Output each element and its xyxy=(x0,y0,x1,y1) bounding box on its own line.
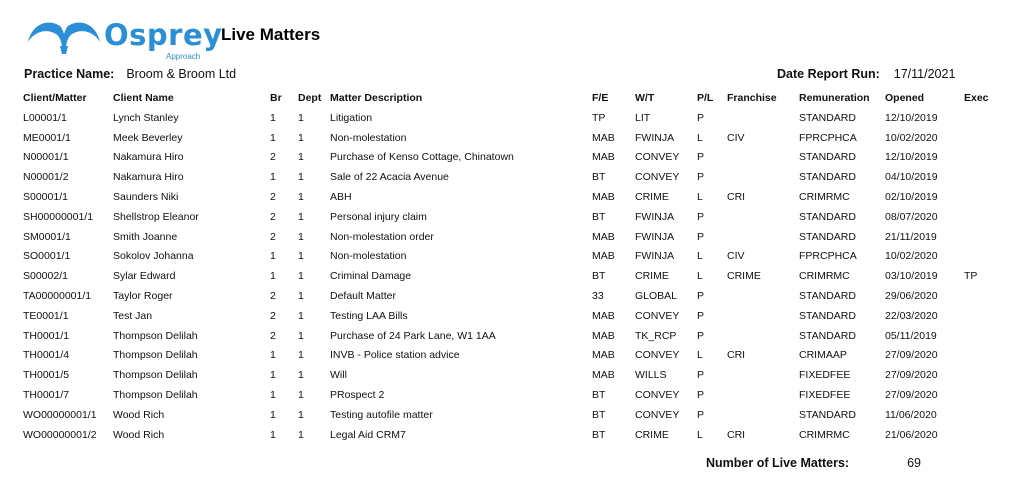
cell-pl: P xyxy=(697,329,705,342)
cell-remuneration: STANDARD xyxy=(799,408,856,421)
cell-work-type: LIT xyxy=(635,111,651,124)
cell-exec xyxy=(959,365,1008,385)
cell-fee-earner: MAB xyxy=(592,369,615,382)
cell-dept: 1 xyxy=(298,389,304,402)
cell-fee-earner: BT xyxy=(592,389,606,402)
header-dept: Dept xyxy=(298,92,322,104)
cell-dept: 1 xyxy=(298,329,304,342)
cell-client-matter: SM0001/1 xyxy=(23,230,71,243)
cell-client-name: Nakamura Hiro xyxy=(113,171,184,184)
cell-client-matter: SO0001/1 xyxy=(23,250,71,263)
cell-client-name: Shellstrop Eleanor xyxy=(113,210,199,223)
cell-branch: 1 xyxy=(270,250,276,263)
cell-client-matter: TH0001/5 xyxy=(23,369,70,382)
header-client-name: Client Name xyxy=(113,92,174,104)
cell-branch: 2 xyxy=(270,230,276,243)
cell-branch: 2 xyxy=(270,309,276,322)
cell-matter-description: Legal Aid CRM7 xyxy=(330,428,406,441)
cell-branch: 2 xyxy=(270,151,276,164)
cell-franchise xyxy=(722,405,794,425)
cell-client-matter: SH00000001/1 xyxy=(23,210,94,223)
header-matter-description: Matter Description xyxy=(330,92,423,104)
cell-remuneration: CRIMRMC xyxy=(799,428,850,441)
cell-pl: L xyxy=(697,131,703,144)
date-report-run xyxy=(777,67,955,81)
cell-opened: 02/10/2019 xyxy=(885,191,938,204)
cell-client-name: Lynch Stanley xyxy=(113,111,179,124)
cell-matter-description: Non-molestation xyxy=(330,131,407,144)
cell-remuneration: STANDARD xyxy=(799,230,856,243)
cell-work-type: CONVEY xyxy=(635,349,680,362)
table-row xyxy=(18,148,1008,168)
cell-client-name: Thompson Delilah xyxy=(113,369,198,382)
table-row xyxy=(18,385,1008,405)
cell-exec: TP xyxy=(964,270,978,283)
cell-matter-description: Purchase of Kenso Cottage, Chinatown xyxy=(330,151,514,164)
cell-work-type: FWINJA xyxy=(635,210,675,223)
cell-fee-earner: 33 xyxy=(592,290,604,303)
header-exec: Exec xyxy=(964,92,989,104)
cell-dept: 1 xyxy=(298,270,304,283)
cell-fee-earner: MAB xyxy=(592,191,615,204)
cell-remuneration: STANDARD xyxy=(799,309,856,322)
table-row xyxy=(18,247,1008,267)
cell-opened: 10/02/2020 xyxy=(885,131,938,144)
cell-branch: 1 xyxy=(270,428,276,441)
cell-matter-description: Non-molestation order xyxy=(330,230,434,243)
cell-exec xyxy=(959,167,1008,187)
cell-pl: P xyxy=(697,210,705,223)
cell-dept: 1 xyxy=(298,428,304,441)
cell-remuneration: STANDARD xyxy=(799,171,856,184)
cell-branch: 1 xyxy=(270,408,276,421)
cell-matter-description: Testing autofile matter xyxy=(330,408,433,421)
cell-franchise xyxy=(722,148,794,168)
cell-client-name: Sokolov Johanna xyxy=(113,250,194,263)
cell-franchise xyxy=(722,286,794,306)
cell-client-name: Thompson Delilah xyxy=(113,349,198,362)
cell-work-type: FWINJA xyxy=(635,230,675,243)
cell-work-type: FWINJA xyxy=(635,131,675,144)
cell-client-name: Wood Rich xyxy=(113,428,165,441)
cell-exec xyxy=(959,108,1008,128)
cell-matter-description: Testing LAA Bills xyxy=(330,309,408,322)
header-remuneration: Remuneration xyxy=(799,92,870,104)
date-report-run-value: 17/11/2021 xyxy=(893,67,956,81)
cell-exec xyxy=(959,286,1008,306)
cell-remuneration: FPRCPHCA xyxy=(799,250,857,263)
cell-pl: P xyxy=(697,408,705,421)
osprey-logo xyxy=(26,14,223,62)
logo-tagline: Approach xyxy=(166,52,201,61)
cell-franchise xyxy=(722,207,794,227)
cell-opened: 03/10/2019 xyxy=(885,270,938,283)
cell-client-matter: TH0001/7 xyxy=(23,389,70,402)
cell-franchise xyxy=(722,108,794,128)
cell-exec xyxy=(959,425,1008,445)
cell-client-matter: N00001/2 xyxy=(23,171,69,184)
cell-pl: L xyxy=(697,349,703,362)
cell-dept: 1 xyxy=(298,210,304,223)
cell-client-name: Thompson Delilah xyxy=(113,389,198,402)
cell-matter-description: Criminal Damage xyxy=(330,270,412,283)
table-row xyxy=(18,346,1008,366)
header-pl: P/L xyxy=(697,92,714,104)
cell-franchise: CRIME xyxy=(727,270,761,283)
cell-branch: 2 xyxy=(270,210,276,223)
cell-branch: 2 xyxy=(270,290,276,303)
cell-franchise xyxy=(722,326,794,346)
cell-client-matter: N00001/1 xyxy=(23,151,69,164)
cell-branch: 2 xyxy=(270,191,276,204)
cell-pl: L xyxy=(697,250,703,263)
cell-opened: 12/10/2019 xyxy=(885,111,938,124)
table-row xyxy=(18,167,1008,187)
cell-matter-description: Sale of 22 Acacia Avenue xyxy=(330,171,449,184)
cell-exec xyxy=(959,306,1008,326)
cell-matter-description: Default Matter xyxy=(330,290,396,303)
cell-opened: 29/06/2020 xyxy=(885,290,938,303)
live-matters-count-value: 69 xyxy=(907,456,921,470)
cell-exec xyxy=(959,148,1008,168)
cell-franchise xyxy=(722,306,794,326)
cell-client-matter: TH0001/4 xyxy=(23,349,70,362)
practice-name xyxy=(24,67,236,81)
cell-dept: 1 xyxy=(298,290,304,303)
cell-exec xyxy=(959,187,1008,207)
cell-matter-description: Will xyxy=(330,369,347,382)
date-report-run-label: Date Report Run: xyxy=(777,67,880,81)
cell-remuneration: CRIMRMC xyxy=(799,191,850,204)
cell-exec xyxy=(959,247,1008,267)
cell-fee-earner: MAB xyxy=(592,230,615,243)
cell-matter-description: Non-molestation xyxy=(330,250,407,263)
cell-exec xyxy=(959,385,1008,405)
cell-franchise: CIV xyxy=(727,131,745,144)
cell-pl: P xyxy=(697,151,705,164)
table-row xyxy=(18,266,1008,286)
cell-work-type: WILLS xyxy=(635,369,667,382)
cell-client-matter: TA00000001/1 xyxy=(23,290,92,303)
cell-client-name: Meek Beverley xyxy=(113,131,183,144)
cell-work-type: CONVEY xyxy=(635,408,680,421)
cell-dept: 1 xyxy=(298,131,304,144)
cell-opened: 21/11/2019 xyxy=(885,230,937,243)
header-fee-earner: F/E xyxy=(592,92,609,104)
cell-fee-earner: TP xyxy=(592,111,606,124)
cell-matter-description: ABH xyxy=(330,191,352,204)
cell-franchise: CRI xyxy=(727,191,746,204)
cell-dept: 1 xyxy=(298,369,304,382)
cell-opened: 08/07/2020 xyxy=(885,210,938,223)
cell-pl: P xyxy=(697,171,705,184)
cell-remuneration: STANDARD xyxy=(799,290,856,303)
cell-dept: 1 xyxy=(298,171,304,184)
cell-branch: 1 xyxy=(270,111,276,124)
cell-franchise xyxy=(722,227,794,247)
cell-exec xyxy=(959,405,1008,425)
cell-remuneration: STANDARD xyxy=(799,111,856,124)
cell-dept: 1 xyxy=(298,408,304,421)
cell-pl: P xyxy=(697,290,705,303)
cell-exec xyxy=(959,227,1008,247)
cell-dept: 1 xyxy=(298,250,304,263)
cell-fee-earner: BT xyxy=(592,171,606,184)
cell-remuneration: FIXEDFEE xyxy=(799,369,851,382)
cell-remuneration: CRIMAAP xyxy=(799,349,847,362)
osprey-bird-icon xyxy=(26,16,102,56)
cell-work-type: CONVEY xyxy=(635,151,680,164)
cell-work-type: GLOBAL xyxy=(635,290,678,303)
cell-work-type: TK_RCP xyxy=(635,329,677,342)
practice-name-value: Broom & Broom Ltd xyxy=(126,67,237,81)
cell-remuneration: STANDARD xyxy=(799,151,856,164)
cell-pl: P xyxy=(697,369,705,382)
table-row xyxy=(18,128,1008,148)
cell-opened: 05/11/2019 xyxy=(885,329,937,342)
cell-pl: P xyxy=(697,230,705,243)
cell-pl: P xyxy=(697,111,705,124)
cell-franchise: CRI xyxy=(727,428,746,441)
cell-pl: L xyxy=(697,270,703,283)
cell-matter-description: Personal injury claim xyxy=(330,210,427,223)
cell-franchise: CRI xyxy=(727,349,746,362)
cell-client-name: Test Jan xyxy=(113,309,153,322)
table-row xyxy=(18,405,1008,425)
cell-opened: 27/09/2020 xyxy=(885,389,938,402)
cell-pl: L xyxy=(697,428,703,441)
cell-branch: 1 xyxy=(270,171,276,184)
cell-client-matter: S00002/1 xyxy=(23,270,68,283)
cell-opened: 04/10/2019 xyxy=(885,171,938,184)
cell-matter-description: PRospect 2 xyxy=(330,389,385,402)
cell-opened: 10/02/2020 xyxy=(885,250,938,263)
cell-fee-earner: MAB xyxy=(592,151,615,164)
table-row xyxy=(18,227,1008,247)
cell-client-name: Sylar Edward xyxy=(113,270,176,283)
cell-branch: 2 xyxy=(270,329,276,342)
cell-client-matter: S00001/1 xyxy=(23,191,68,204)
cell-client-name: Smith Joanne xyxy=(113,230,178,243)
cell-work-type: CRIME xyxy=(635,270,669,283)
cell-pl: P xyxy=(697,309,705,322)
cell-branch: 1 xyxy=(270,389,276,402)
cell-work-type: FWINJA xyxy=(635,250,675,263)
cell-opened: 12/10/2019 xyxy=(885,151,938,164)
cell-dept: 1 xyxy=(298,309,304,322)
cell-client-name: Nakamura Hiro xyxy=(113,151,184,164)
cell-fee-earner: MAB xyxy=(592,349,615,362)
cell-client-matter: TH0001/1 xyxy=(23,329,70,342)
cell-dept: 1 xyxy=(298,349,304,362)
cell-matter-description: Litigation xyxy=(330,111,373,124)
cell-remuneration: STANDARD xyxy=(799,210,856,223)
live-matters-count-label: Number of Live Matters: xyxy=(706,456,850,470)
cell-client-matter: TE0001/1 xyxy=(23,309,69,322)
cell-remuneration: CRIMRMC xyxy=(799,270,850,283)
cell-exec xyxy=(959,346,1008,366)
cell-remuneration: STANDARD xyxy=(799,329,856,342)
cell-matter-description: INVB - Police station advice xyxy=(330,349,460,362)
cell-client-matter: L00001/1 xyxy=(23,111,67,124)
cell-franchise xyxy=(722,385,794,405)
table-row xyxy=(18,187,1008,207)
header-branch: Br xyxy=(270,92,282,104)
cell-opened: 22/03/2020 xyxy=(885,309,938,322)
cell-work-type: CONVEY xyxy=(635,171,680,184)
cell-client-name: Saunders Niki xyxy=(113,191,179,204)
cell-work-type: CONVEY xyxy=(635,389,680,402)
cell-dept: 1 xyxy=(298,191,304,204)
cell-franchise xyxy=(722,167,794,187)
cell-client-matter: ME0001/1 xyxy=(23,131,71,144)
cell-fee-earner: MAB xyxy=(592,131,615,144)
cell-remuneration: FIXEDFEE xyxy=(799,389,851,402)
report-title: Live Matters xyxy=(221,25,321,44)
table-row xyxy=(18,286,1008,306)
cell-fee-earner: MAB xyxy=(592,329,615,342)
cell-branch: 1 xyxy=(270,349,276,362)
cell-fee-earner: MAB xyxy=(592,250,615,263)
cell-dept: 1 xyxy=(298,230,304,243)
cell-franchise: CIV xyxy=(727,250,745,263)
cell-franchise xyxy=(722,365,794,385)
cell-dept: 1 xyxy=(298,151,304,164)
header-franchise: Franchise xyxy=(727,92,777,104)
header-opened: Opened xyxy=(885,92,925,104)
table-row xyxy=(18,207,1008,227)
cell-work-type: CRIME xyxy=(635,191,669,204)
cell-branch: 1 xyxy=(270,131,276,144)
cell-exec xyxy=(959,207,1008,227)
cell-work-type: CONVEY xyxy=(635,309,680,322)
cell-fee-earner: MAB xyxy=(592,309,615,322)
table-row xyxy=(18,306,1008,326)
cell-client-matter: WO00000001/2 xyxy=(23,428,97,441)
cell-opened: 27/09/2020 xyxy=(885,349,938,362)
cell-branch: 1 xyxy=(270,369,276,382)
header-work-type: W/T xyxy=(635,92,655,104)
cell-pl: L xyxy=(697,191,703,204)
cell-client-matter: WO00000001/1 xyxy=(23,408,97,421)
table-header-row xyxy=(18,88,1008,108)
cell-exec xyxy=(959,128,1008,148)
live-matters-count xyxy=(706,456,921,470)
header-client-matter: Client/Matter xyxy=(23,92,87,104)
cell-opened: 27/09/2020 xyxy=(885,369,938,382)
cell-fee-earner: BT xyxy=(592,270,606,283)
cell-fee-earner: BT xyxy=(592,428,606,441)
cell-remuneration: FPRCPHCA xyxy=(799,131,857,144)
cell-matter-description: Purchase of 24 Park Lane, W1 1AA xyxy=(330,329,496,342)
cell-dept: 1 xyxy=(298,111,304,124)
table-body xyxy=(18,108,1008,445)
cell-client-name: Wood Rich xyxy=(113,408,165,421)
cell-opened: 11/06/2020 xyxy=(885,408,937,421)
table-row xyxy=(18,365,1008,385)
cell-client-name: Taylor Roger xyxy=(113,290,173,303)
cell-client-name: Thompson Delilah xyxy=(113,329,198,342)
table-row xyxy=(18,326,1008,346)
logo-wordmark: Osprey xyxy=(104,18,223,52)
cell-pl: P xyxy=(697,389,705,402)
cell-exec xyxy=(959,326,1008,346)
live-matters-table xyxy=(18,88,1008,445)
practice-name-label: Practice Name: xyxy=(24,67,115,81)
cell-fee-earner: BT xyxy=(592,408,606,421)
table-row xyxy=(18,108,1008,128)
cell-branch: 1 xyxy=(270,270,276,283)
cell-work-type: CRIME xyxy=(635,428,669,441)
cell-opened: 21/06/2020 xyxy=(885,428,938,441)
cell-fee-earner: BT xyxy=(592,210,606,223)
table-row xyxy=(18,425,1008,445)
